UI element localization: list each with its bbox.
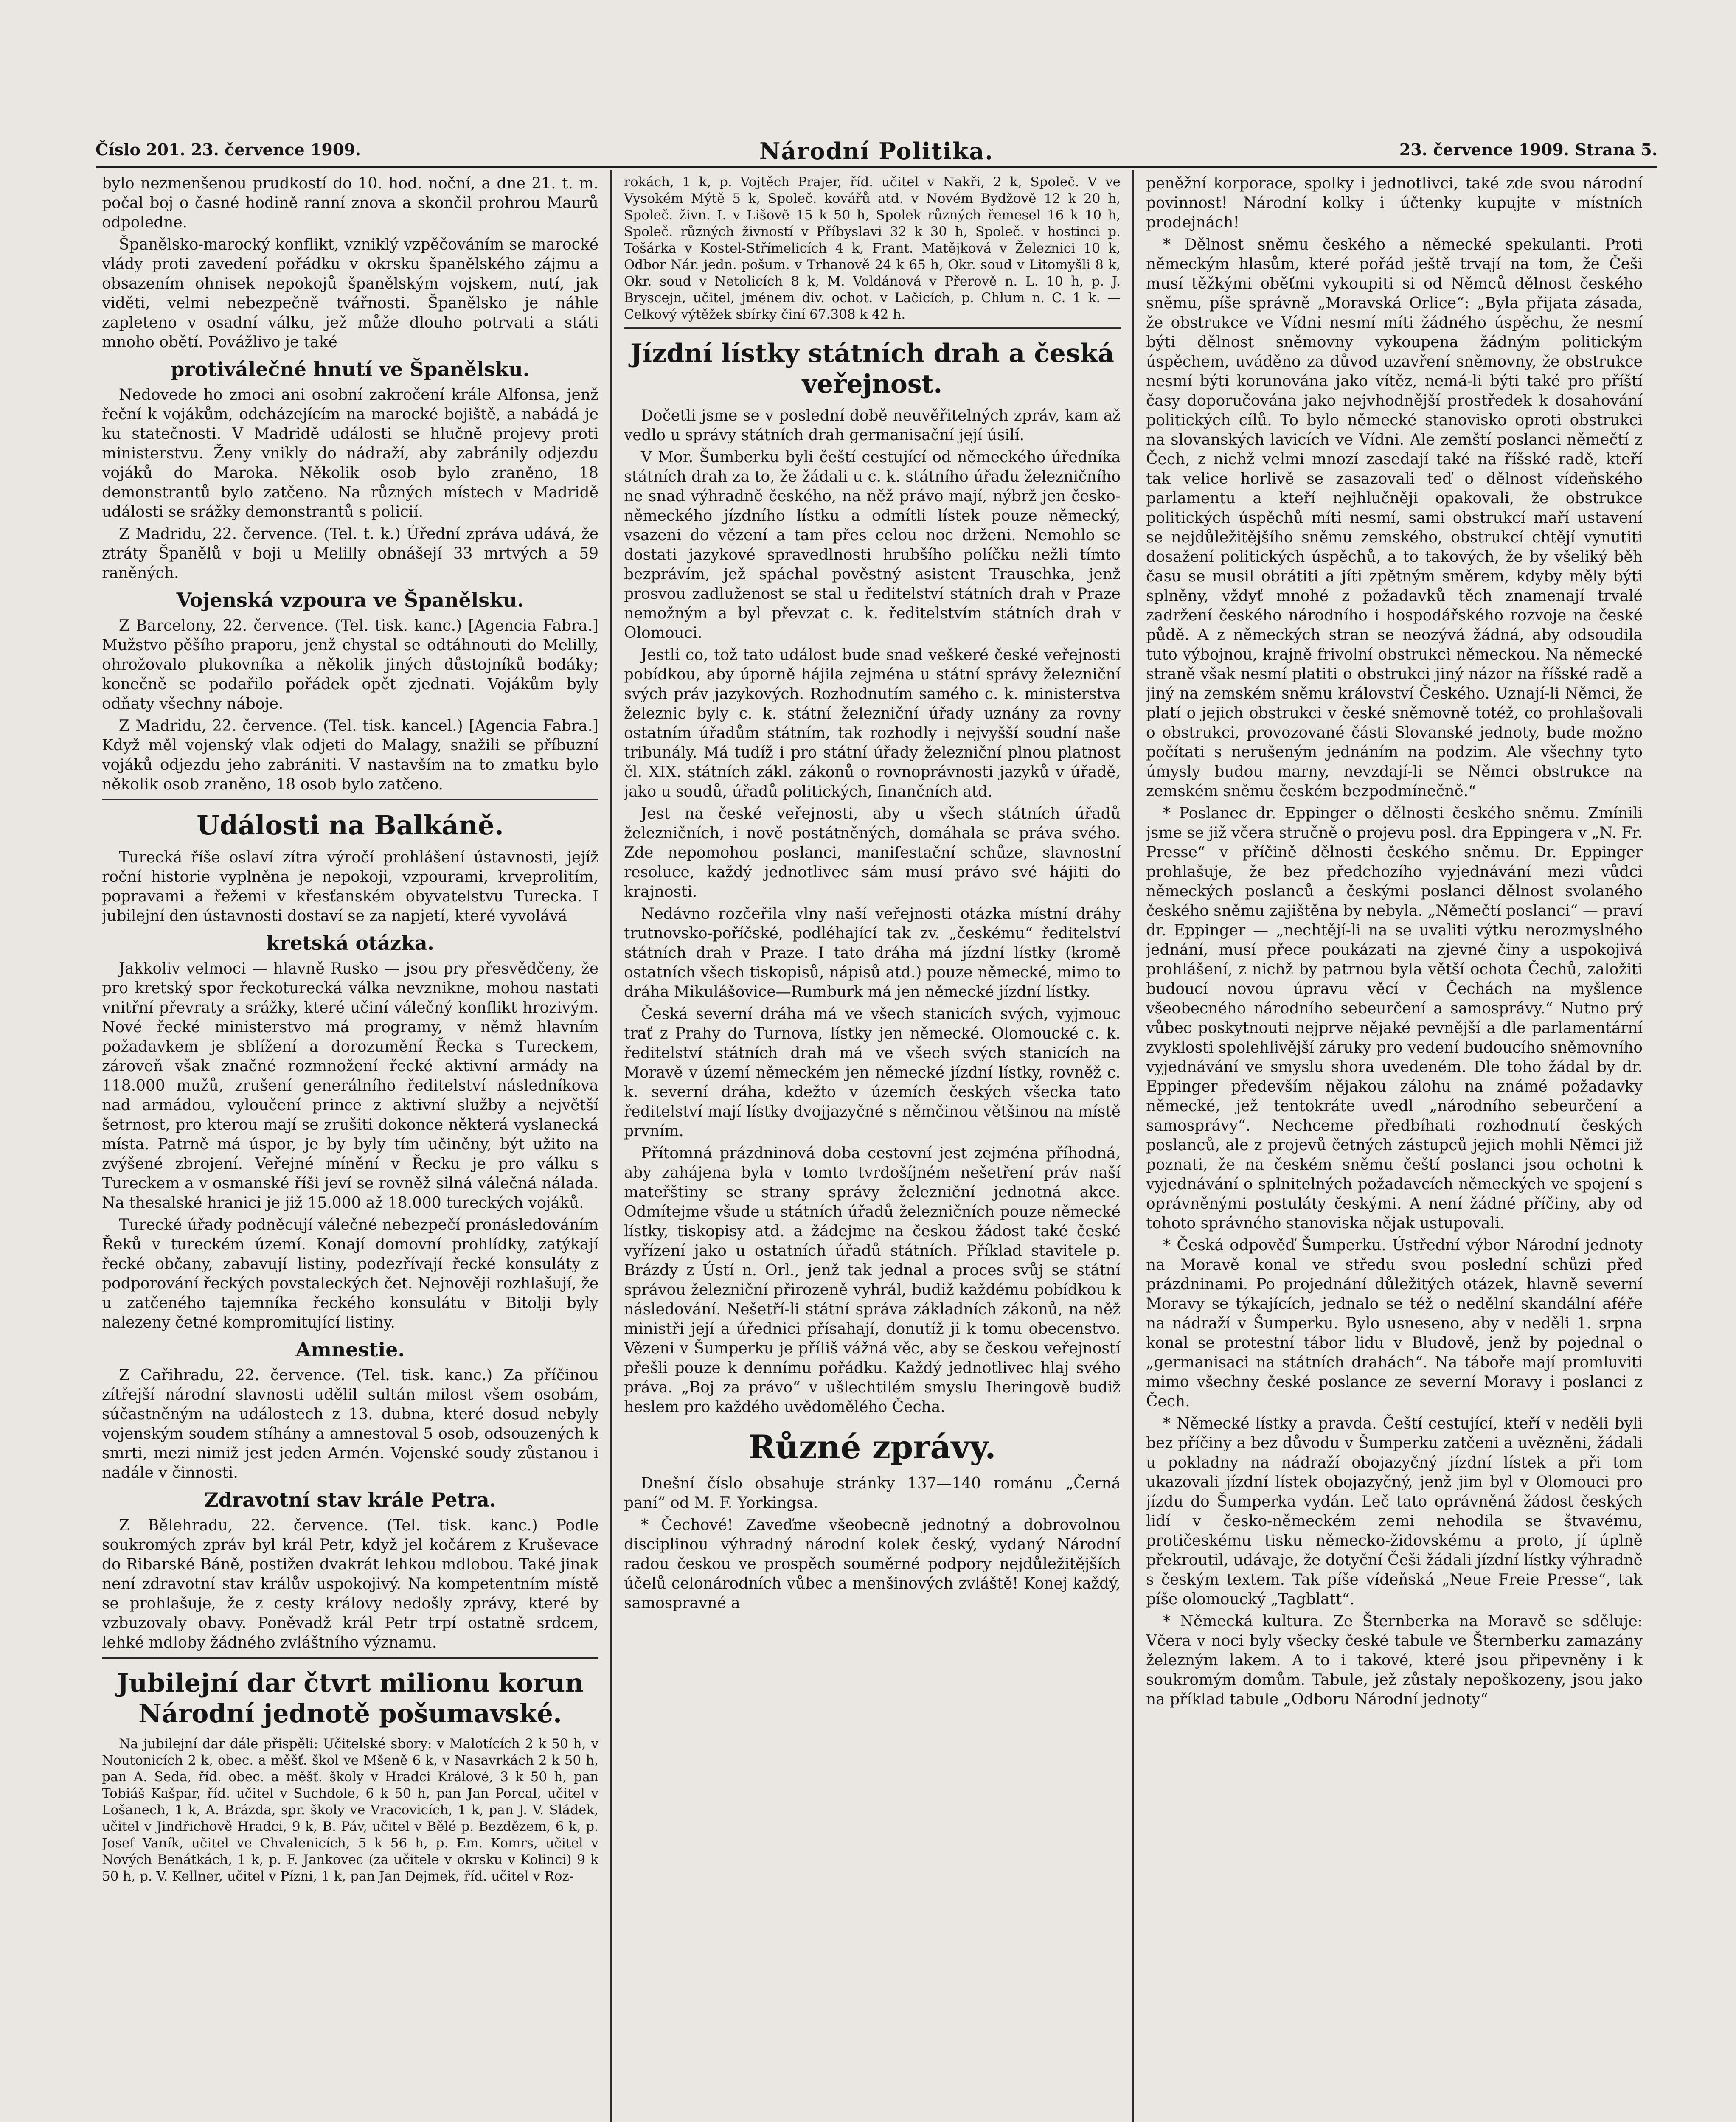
column-divider-2 [1132,170,1134,2122]
column-1 [102,174,598,2122]
paragraph: Turecká říše oslaví zítra výročí prohlášení ústavnosti, jejíž roční historie vyplněna je nepokoji, vzpourami, krveprolitím, popravami a řežemi v křesťanském obyvatelstvu Turecka. I jubilejní den ústavnosti dostaví se za napjetí, které vyvolává [102,849,598,925]
paragraph: Jest na české veřejnosti, aby u všech státních úřadů železničních, i nově postátněných, domáhala se práva svého. Zde nepomohou poslanci, manifestační schůze, slavnostní resoluce, každý jednotlivec sám musí právo své hájiti do krajnosti. [624,805,1121,901]
article-heading: Různé zprávy. [748,1428,996,1466]
paragraph: Turecké úřady podněcují válečné nebezpečí pronásledováním Řeků v tureckém území. Konají domovní prohlídky, zatýkají řecké občany, zabavují listiny, podezřívají řecké konsuláty z podporování řeckých povstaleckých čet. Nejnověji rozhlašují, že u zatčeného tajemníka řeckého konsulátu v Bitolji byly nalezeny četné kompromitující listiny. [102,1216,598,1331]
article-heading: Jubilejní dar čtvrt milionu korun Národní jednotě pošumavské. [117,1668,584,1729]
divider [102,799,598,800]
page-number-date: 23. července 1909. Strana 5. [1399,140,1657,159]
paragraph: Česká severní dráha má ve všech stanicích svých, vyjmouc trať z Prahy do Turnova, lístky jen německé. Olomoucké c. k. ředitelství státních drah má ve všech svých stanicích na Moravě v území německém jen německé jízdní lístky, rovněž c. k. severní dráha, kdežto v územích českých všecka tato ředitelství mají lístky dvojjazyčné s němčinou většinou na místě prvním. [624,1005,1121,1140]
article-heading: Jízdní lístky státních drah a česká veřejnost. [630,339,1115,399]
paragraph: Jakkoliv velmoci — hlavně Rusko — jsou pry přesvědčeny, že pro kretský spor řeckoturecká válka nevznikne, mohou nastati vnitřní převraty a srážky, které učiní válečný konflikt hrozivým. Nové řecké ministerstvo má programy, v němž hlavním požadavkem je sblížení a dorozumění Řecka s Tureckem, zároveň však značné rozmnožení řecké aktivní armády na 118.000 mužů, zrušení generálního ředitelství následníkova nad armádou, vyloučení prince z aktivní služby a největší šetrnost, pro kterou mají se zrušiti dokonce některá vyslanecká místa. Patrně má úspor, je by byly tím učiněny, být užito na zvýšené zbrojení. Veřejné mínění v Řecku je pro válku s Tureckem a v osmanské říši jeví se rovněž silná válečná nálada. Na thesalské hranici je již 15.000 až 18.000 tureckých vojáků. [102,960,598,1212]
paragraph: * Dělnost sněmu českého a německé spekulanti. Proti německým hlasům, které pořád ještě trvají na tom, že Češi musí těžkými oběťmi vykoupiti si od Němců dělnost českého sněmu, píše správně „Moravská Orlice“: „Byla přijata zásada, že obstrukce ve Vídni nesmí míti žádného úspěchu, že nesmí býti dělnost sněmovny vykoupena žádným politickým úspěchem, uváděno za důvod uzavření sněmovny, že obstrukce nesmí býti korunována jako vítěz, nemá-li býti také pro příští časy doporučována jako nejvhodnější prostředek k dosahování politických cílů. To bylo německé stanovisko oproti obstrukci na slovanských lavicích ve Vídni. Ale zemští poslanci němečtí z Čech, z nichž velmi mnozí zasedají také na říšské radě, kteří tak velice horlivě se zasazovali teď o dělnost vídeňského parlamentu a kteří nejhlučněji opakovali, že obstrukce politických úspěchů míti nesmí, sami obstrukcí maří ustavení se nejdůležitějšího sněmu zemského, obstrukcí chtějí vynutiti dosažení politických úspěchů, a to takových, že by všeliký běh času se musil obrátiti a jíti zpětným směrem, kdyby měly býti splněny, vždyť mnohé z požadavků těch znamenají trvalé zadržení českého národního i hospodářského rozvoje na české půdě. A z německých stran se neozývá žádná, aby odsoudila tuto výbojnou, krajně frivolní obstrukci německou. Na německé straně však nesmí platiti o obstrukci jiný názor na říšské radě a jiný na zemském sněmu království Českého. Uznají-li Němci, že platí o jejich obstrukci v české sněmovně totéž, co prohlašovali o obstrukci, provozované části Slovanské jednoty, bude možno počítati s nerušeným jednáním na podzim. Ale všechny tyto úmysly budou marny, nevzdají-li se Němci obstrukce na zemském sněmu českém bezpodmínečně.“ [1146,236,1643,800]
paragraph: Dočetli jsme se v poslední době neuvěřitelných zpráv, kam až vedlo u správy státních drah germanisační její úsilí. [624,407,1121,444]
section-heading: Zdravotní stav krále Petra. [204,1488,496,1511]
header-rule [96,166,1657,168]
paragraph: Z Barcelony, 22. července. (Tel. tisk. kanc.) [Agencia Fabra.] Mužstvo pěšího praporu, jenž chystal se odtáhnouti do Melilly, ohrožovalo plukovníka a několik jiných důstojníků bodáky; konečně se podařilo pořádek opět zjednati. Vojákům byly odňaty všechny náboje. [102,617,598,713]
paragraph: bylo nezmenšenou prudkostí do 10. hod. noční, a dne 21. t. m. počal boj o časné hodině ranní znova a skončil prohrou Maurů odpoledne. [102,175,598,231]
paragraph: Z Cařihradu, 22. července. (Tel. tisk. kanc.) Za příčinou zítřejší národní slavnosti udělil sultán milost všem osobám, súčastněným na událostech z 13. dubna, které dosud nebyly vojenským soudem stíhány a amnestoval 5 osob, odsouzených k smrti, mezi nimiž jest jeden Armén. Vojenské soudy zůstanou i nadále v činnosti. [102,1367,598,1482]
paragraph: Z Bělehradu, 22. července. (Tel. tisk. kanc.) Podle soukromých zpráv byl král Petr, když jel kočárem z Kruševace do Ribarské Báně, postižen dvakrát lehkou mdlobou. Také jinak není zdravotní stav králův uspokojivý. Na kompetentním místě se prohlašuje, že z cesty královy nedošly zprávy, které by vzbuzovaly obavy. Poněvadž král Petr trpí ostatně srdcem, lehké mdloby žádného zvláštního významu. [102,1517,598,1651]
paragraph: Nedovede ho zmoci ani osobní zakročení krále Alfonsa, jenž řeční k vojákům, odcházejícím na marocké bojiště, a nabádá je ku statečnosti. V Madridě události se hlučně projevy proti ministerstvu. Ženy vnikly do nádraží, aby zabránily odjezdu vojáků do Maroka. Několik osob bylo zraněno, 18 demonstrantů bylo zatčeno. Na různých místech v Madridě události se srážky demonstrantů s policií. [102,386,598,521]
paragraph: * Německé lístky a pravda. Čeští cestující, kteří v neděli byli bez příčiny a bez důvodu v Šumperku zatčeni a uvězněni, žádali u pokladny na nádraží obojazyčný jízdní lístek a při tom ukazovali jízdní lístek obojazyčný, jenž jim byl v Olomouci pro jízdu do Šumperka vydán. Leč tato oprávněná žádost českých lidí v česko-německém zemi nehodila se štvavému, protičeskému tisku německo-židovskému a proto, jí úplně překroutil, udávaje, že dotyční Češi žádali jízdní lístky výhradně s českým textem. Tak píše vídeňská „Neue Freie Presse“, tak píše olomoucký „Tagblatt“. [1146,1415,1643,1608]
paragraph: Z Madridu, 22. července. (Tel. t. k.) Úřední zpráva udává, že ztráty Španělů v boji u Melilly obnášejí 33 mrtvých a 59 raněných. [102,525,598,582]
paragraph: Španělsko-marocký konflikt, vzniklý vzpěčováním se marocké vlády proti zavedení pořádku v okrsku španělského zájmu a obsazením ohnisek nepokojů španělským vojskem, nutí, jak viděti, velmi nebezpečně tvářnosti. Španělsko je náhle zapleteno v osadní válku, jež může dlouho potrvati a státi mnoho obětí. Povážlivo je také [102,236,598,351]
paragraph: * Česká odpověď Šumperku. Ústřední výbor Národní jednoty na Moravě konal ve středu svou poslední schůzi před prázdninami. Po projednání důležitých otázek, hlavně severní Moravy se týkajících, jednalo se též o nedělní skandální aféře na nádraží v Šumperku. Bylo usneseno, aby v neděli 1. srpna konal se protestní tábor lidu v Bludově, jenž by pojednal o „germanisaci na státních drahách“. Na táboře mají promluviti mimo všechny české poslance ze severní Moravy i poslanci z Čech. [1146,1237,1643,1410]
paragraph: peněžní korporace, spolky i jednotlivci, také zde svou národní povinnost! Národní kolky i účtenky kupujte v místních prodejnách! [1146,175,1643,231]
paragraph: * Německá kultura. Ze Šternberka na Moravě se sděluje: Včera v noci byly všecky české tabule ve Šternberku zamazány železným lakem. A to i takové, které jsou připevněny i k soukromým domům. Tabule, jež zůstaly nepoškozeny, jsou jako na příklad tabule „Odboru Národní jednoty“ [1146,1613,1643,1708]
page-header [96,140,1657,170]
section-heading: Vojenská vzpoura ve Španělsku. [176,589,524,612]
divider [624,327,1121,329]
column-divider-1 [610,170,612,2122]
issue-number-date: Číslo 201. 23. července 1909. [96,140,361,159]
section-heading: Amnestie. [295,1338,405,1361]
paragraph: Z Madridu, 22. července. (Tel. tisk. kancel.) [Agencia Fabra.] Když měl vojenský vlak odjeti do Malagy, snažili se příbuzní vojáků odjezdu jeho zabrániti. V nastavším na to zmatku bylo několik osob zraněno, 18 osob bylo zatčeno. [102,717,598,793]
paragraph: Nedávno rozčeřila vlny naší veřejnosti otázka místní dráhy trutnovsko-poříčské, podléhající tak zv. „českému“ ředitelství státních drah v Praze. I tato dráha má jízdní lístky (kromě ostatních všech tiskopisů, nápisů atd.) pouze německé, mimo to dráha Mikulášovice—Rumburk má jen německé jízdní lístky. [624,905,1121,1001]
paragraph: Přítomná prázdninová doba cestovní jest zejména příhodná, aby zahájena byla v tomto tvrdošíjném nešetření práv naší mateřštiny se strany správy železniční jednotná akce. Odmítejme všude u státních úřadů železničních pouze německé lístky, tiskopisy atd. a žádejme na českou žádost také české vyřízení jako u ostatních úřadů státních. Příklad stavitele p. Brázdy z Ústí n. Orl., jenž tak jednal a proces svůj se státní správou železniční přirozeně vyhrál, budiž každému pobídkou k následování. Nešetří-li státní správa základních zákonů, na něž ministři její a úřednici přísahají, donutíž ji k tomu obecenstvo. Vězeni v Šumperku je příliš vážná věc, aby se českou veřejností přešli pouze k dennímu pořádku. Každý jednotlivec hlaj svého práva. „Boj za právo“ v ušlechtilém smyslu Iheringově budiž heslem pro každého uvědomělého Čecha. [624,1145,1121,1416]
section-heading: protiválečné hnutí ve Španělsku. [171,358,530,381]
paragraph: Jestli co, tož tato událost bude snad veškeré české veřejnosti pobídkou, aby úporně hájila zejména u státní správy železniční svých práv jazykových. Rozhodnutím samého c. k. ministerstva železnic byly c. k. státní železniční úřady uznány za rovny ostatním úřadům státním, tak rozhodly i nejvyšší soudní naše tribunály. Má tudíž i pro státní úřady železniční plnou platnost čl. XIX. státních zákl. zákonů o rovnoprávnosti jazyků v úřadě, jako u soudů, úřadů politických, finančních atd. [624,646,1121,800]
section-heading: kretská otázka. [266,932,434,954]
newspaper-title: Národní Politika. [759,138,994,165]
paragraph: * Poslanec dr. Eppinger o dělnosti českého sněmu. Zmínili jsme se již včera stručně o projevu posl. dra Eppingera v „N. Fr. Presse“ v příčině dělnosti českého sněmu. Dr. Eppinger prohlašuje, že bez předchozího vyjednávání mezi vůdci německých poslanců a českými poslanci dělnost svolaného českého sněmu zajištěna by nebyla. „Němečtí poslanci“ — praví dr. Eppinger — „nechtějí-li na se uvaliti výtku nerozmyslného jednání, musí přece poukázati na zjevné činy a uspokojivá prohlášení, z nichž by patrnou byla větší ochota Čechů, založiti budoucí novou úpravu věcí v Čechách na myšlence všeobecného národního sebeurčení a samosprávy.“ Nutno prý vůbec poskytnouti nejprve nějaké pevnější a dle parlamentární zvyklosti spolehlivější záruky pro vedení budoucího sněmovního vyjednávání ve smyslu shora uvedeném. Dle toho žádal by dr. Eppinger především nějakou zálohu na známé požadavky německé, jež tentokráte uvedl „národního sebeurčení a samosprávy“. Nechceme předbíhati rozhodnutí českých poslanců, ale z projevů četných zástupců jejich mohli Němci již poznati, že na českém sněmu čeští poslanci jsou ochotni k vyjednávání o splnitelných požadavcích německých ve spojení s oprávněnými postuláty českými. A není žádné příčiny, aby od tohoto správného stanoviska nějak ustupovali. [1146,805,1643,1232]
donor-list: Na jubilejní dar dále přispěli: Učitelské sbory: v Malotících 2 k 50 h, v Noutonicích 2 k, obec. a měšť. škol ve Mšeně 6 k, v Nasavrkách 2 k 50 h, pan A. Seda, říd. obec. a měšť. školy v Hradci Králové, 3 k 50 h, pan Tobiáš Kašpar, říd. učitel v Suchdole, 6 k 50 h, pan Jan Porcal, učitel v Lošanech, 1 k, A. Brázda, spr. školy ve Vracovicích, 1 k, pan J. V. Sládek, učitel v Jindřichově Hradci, 9 k, B. Páv, učitel v Bělé p. Bezdězem, 6 k, p. Josef Vaník, učitel ve Chvalenicích, 5 k 56 h, p. Em. Komrs, učitel v Nových Benátkách, 1 k, p. F. Jankovec (za učitele v okrsku v Kolinci) 9 k 50 h, p. V. Kellner, učitel v Pízni, 1 k, pan Jan Dejmek, říd. učitel v Roz- [102,1736,598,1884]
paragraph: V Mor. Šumberku byli čeští cestující od německého úředníka státních drah za to, že žádali u c. k. státního úřadu železničního ne snad výhradně českého, na něž právo mají, nýbrž jen česko-německého jízdního lístku a odmítli lístek pouze německý, vsazeni do vězení a tam přes celou noc drženi. Nemohlo se dostati jazykové spravedlnosti hrubšího políčku nežli tímto bezprávím, jež spáchal pověstný asistent Trauschka, jenž prosvou zadluženost se stal u ředitelství státních drah v Praze nemožným a byl převzat c. k. ředitelstvím státních drah v Olomouci. [624,449,1121,642]
article-heading: Události na Balkáně. [197,810,504,841]
column-3 [1146,174,1643,2122]
divider [102,1657,598,1659]
column-2 [624,174,1121,2122]
donor-list: rokách, 1 k, p. Vojtěch Prajer, říd. učitel v Nakři, 2 k, Společ. V ve Vysokém Mýtě 5 k, Společ. kovářů atd. v Novém Bydžově 12 k 20 h, Společ. živn. I. v Lišově 15 k 50 h, Spolek různých řemesel 16 k 10 h, Společ. různých živností v Příbyslavi 32 k 30 h, Společ. v hostinci p. Tošárka v Kostel-Střímelicích 4 k, Frant. Matějková v Železnici 10 k, Odbor Nár. jedn. pošum. v Trhanově 24 k 65 h, Okr. soud v Litomyšli 8 k, Okr. soud v Netolicích 8 k, M. Voldánová v Přerově n. L. 10 h, p. J. Bryscejn, učitel, jménem div. ochot. v Lačicích, p. Chlum n. C. 1 k. — Celkový výtěžek sbírky činí 67.308 k 42 h. [624,174,1121,322]
paragraph: Dnešní číslo obsahuje stránky 137—140 románu „Černá paní“ od M. F. Yorkingsa. [624,1475,1121,1512]
paragraph: * Čechové! Zaveďme všeobecně jednotný a dobrovolnou disciplinou výhradný národní kolek český, vydaný Národní radou českou ve prospěch souměrné podpory nejdůležitějších účelů celonárodních vůbec a menšinových zvláště! Konej každý, samospravné a [624,1516,1121,1612]
